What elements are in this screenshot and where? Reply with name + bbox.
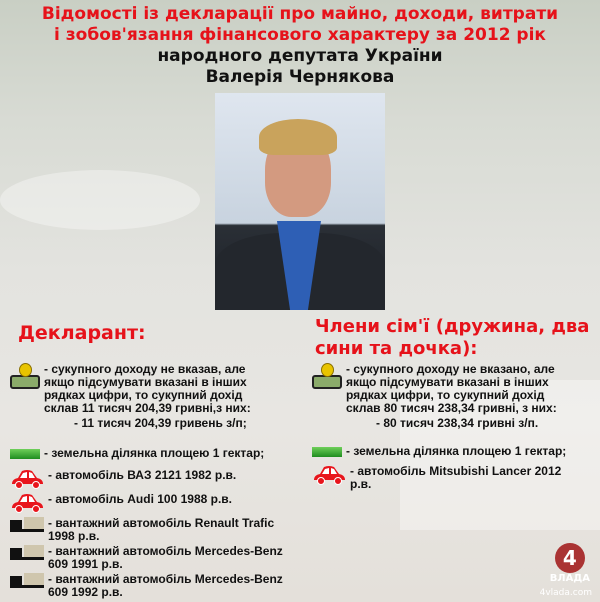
item-text: - автомобіль Audi 100 1988 р.в. bbox=[48, 492, 232, 506]
list-item bbox=[10, 447, 264, 460]
title-line-3: народного депутата України bbox=[157, 46, 443, 66]
item-text: - сукупного доходу не вказав, але якщо підсумувати вказані в інших рядках цифри, то сукупний дохід склав 11 тисяч 204,39 гривні,з них: bbox=[44, 362, 251, 415]
deputy-portrait bbox=[215, 93, 385, 310]
logo-brand: ВЛАДА bbox=[549, 573, 590, 584]
list-item bbox=[10, 493, 232, 516]
watermark-logo bbox=[550, 543, 590, 584]
truck-icon bbox=[10, 545, 44, 563]
watermark-site: 4vlada.com bbox=[539, 588, 592, 598]
list-item bbox=[312, 417, 538, 430]
car-icon bbox=[312, 465, 346, 488]
list-item bbox=[10, 363, 251, 415]
grass-icon bbox=[312, 445, 342, 457]
title-line-4: Валерія Чернякова bbox=[205, 67, 395, 87]
list-item bbox=[10, 573, 283, 599]
item-text: - автомобіль Mitsubishi Lancer 2012 р.в. bbox=[350, 464, 562, 491]
title-line-1: Відомості із декларації про майно, доходи, витрати bbox=[41, 4, 559, 24]
list-item bbox=[10, 417, 247, 430]
car-icon bbox=[10, 469, 44, 492]
item-text: - вантажний автомобіль Mercedes-Benz 609 1992 р.в. bbox=[48, 572, 283, 599]
item-text: - вантажний автомобіль Renault Trafic 1998 р.в. bbox=[48, 516, 275, 543]
page-title bbox=[0, 4, 600, 88]
item-text: - вантажний автомобіль Mercedes-Benz 609 1991 р.в. bbox=[48, 544, 283, 571]
item-text: - 11 тисяч 204,39 гривень з/п; bbox=[74, 416, 247, 430]
truck-icon bbox=[10, 517, 44, 535]
item-text: - 80 тисяч 238,34 гривні з/п. bbox=[376, 416, 539, 430]
item-text: - земельна ділянка площею 1 гектар; bbox=[44, 446, 265, 460]
list-item bbox=[312, 465, 561, 491]
list-item bbox=[10, 545, 283, 571]
family-heading: Члени сім'ї (дружина, два сини та дочка): bbox=[315, 316, 590, 359]
list-item bbox=[10, 517, 274, 543]
truck-icon bbox=[10, 573, 44, 591]
declarant-heading: Декларант: bbox=[18, 322, 146, 344]
money-icon bbox=[312, 363, 342, 389]
item-text: - сукупного доходу не вказано, але якщо підсумувати вказані в інших рядках цифри, то сукупний дохід склав 80 тисяч 238,34 гривні, з них: bbox=[346, 362, 557, 415]
item-text: - земельна ділянка площею 1 гектар; bbox=[346, 444, 567, 458]
list-item bbox=[10, 469, 236, 492]
list-item bbox=[312, 445, 566, 458]
list-item bbox=[312, 363, 557, 415]
money-icon bbox=[10, 363, 40, 389]
logo-number: 4 bbox=[555, 543, 585, 573]
title-line-2: і зобов'язання фінансового характеру за 2012 рік bbox=[54, 25, 546, 45]
car-icon bbox=[10, 493, 44, 516]
item-text: - автомобіль ВАЗ 2121 1982 р.в. bbox=[48, 468, 237, 482]
grass-icon bbox=[10, 447, 40, 459]
